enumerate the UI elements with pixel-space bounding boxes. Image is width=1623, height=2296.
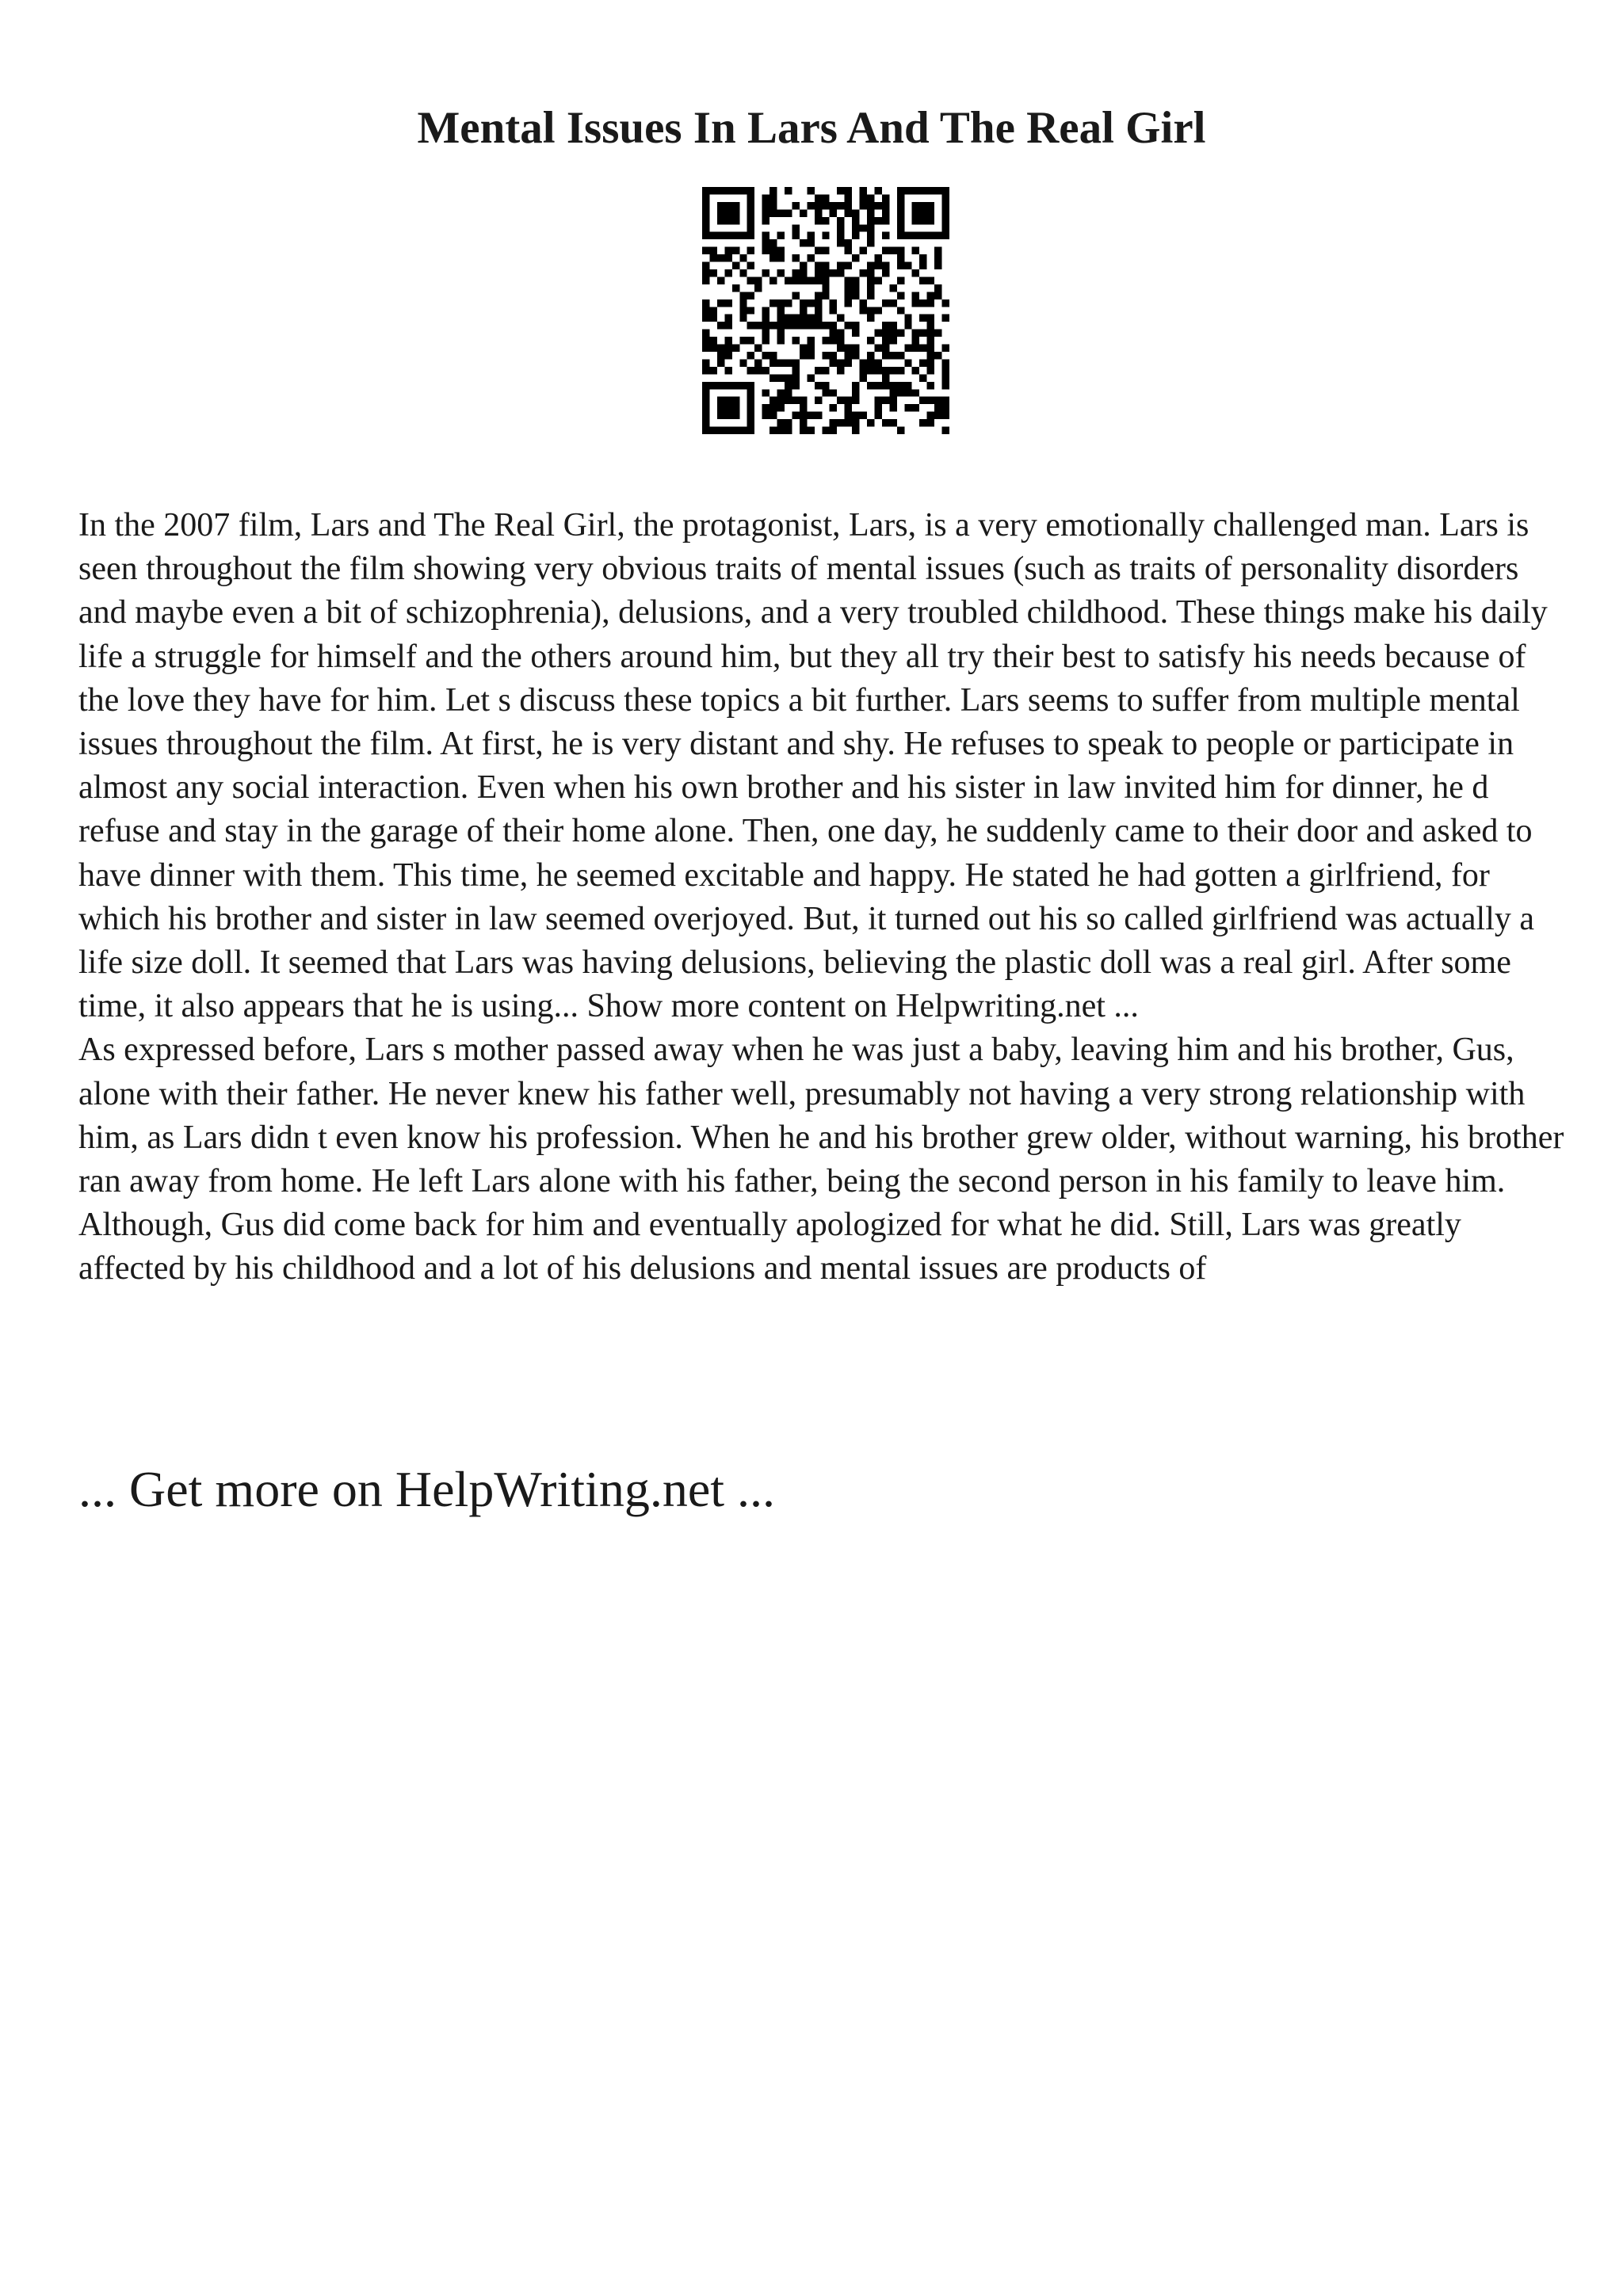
article-body (78, 504, 1568, 1291)
paragraph-1: In the 2007 film, Lars and The Real Girl, the protagonist, Lars, is a very emotionally challenged man. Lars is seen throughout the film showing very obvious traits of mental issues (such as traits of personality disorders and maybe even a bit of schizophrenia), delusions, and a very troubled childhood. These things make his daily life a struggle for himself and the others around him, but they all try their best to satisfy his needs because of the love they have for him. Let s discuss these topics a bit further. Lars seems to suffer from multiple mental issues throughout the film. At first, he is very distant and shy. He refuses to speak to people or participate in almost any social interaction. Even when his own brother and his sister in law invited him for dinner, he d refuse and stay in the garage of their home alone. Then, one day, he suddenly came to their door and asked to have dinner with them. This time, he seemed excitable and happy. He stated he had gotten a girlfriend, for which his brother and sister in law seemed overjoyed. But, it turned out his so called girlfriend was actually a life size doll. It seemed that Lars was having delusions, believing the plastic doll was a real girl. After some time, it also appears that he is using... Show more content on Helpwriting.net ... (78, 507, 1548, 1025)
get-more-link[interactable]: ... Get more on HelpWriting.net ... (78, 1461, 775, 1517)
paragraph-2: As expressed before, Lars s mother passed away when he was just a baby, leaving him and his brother, Gus, alone with their father. He never knew his father well, presumably not having a very strong relationship with him, as Lars didn t even know his profession. When he and his brother grew older, without warning, his brother ran away from home. He left Lars alone with his father, being the second person in his family to leave him. Although, Gus did come back for him and eventually apologized for what he did. Still, Lars was greatly affected by his childhood and a lot of his delusions and mental issues are products of (78, 1032, 1564, 1287)
page-title: Mental Issues In Lars And The Real Girl (417, 103, 1206, 153)
qr-code-icon (702, 187, 949, 434)
